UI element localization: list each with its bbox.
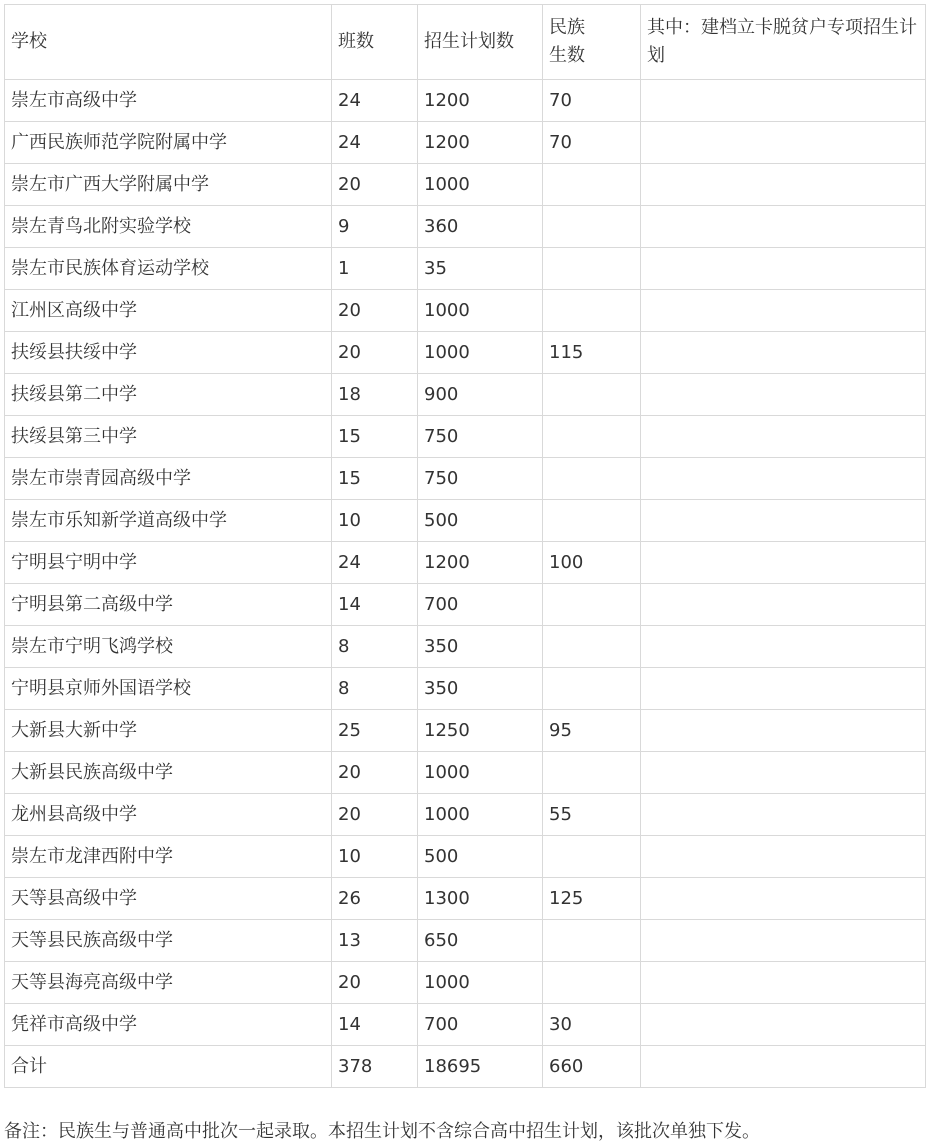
header-school: 学校 [5, 5, 332, 80]
cell-special [641, 752, 926, 794]
cell-special [641, 710, 926, 752]
table-row [5, 248, 926, 290]
cell-special [641, 206, 926, 248]
footnote: 备注：民族生与普通高中批次一起录取。本招生计划不含综合高中招生计划，该批次单独下发。 [4, 1121, 760, 1142]
table-row [5, 80, 926, 122]
cell-school: 崇左市民族体育运动学校 [5, 248, 332, 290]
cell-ethnic: 70 [543, 80, 641, 122]
cell-school: 崇左市高级中学 [5, 80, 332, 122]
cell-classes: 24 [332, 542, 418, 584]
cell-school: 宁明县第二高级中学 [5, 584, 332, 626]
table-row [5, 542, 926, 584]
cell-school: 崇左市龙津西附中学 [5, 836, 332, 878]
cell-plan: 650 [418, 920, 543, 962]
cell-school: 崇左市广西大学附属中学 [5, 164, 332, 206]
cell-classes: 24 [332, 122, 418, 164]
cell-school: 扶绥县第三中学 [5, 416, 332, 458]
table-row [5, 836, 926, 878]
table-row [5, 920, 926, 962]
table-row [5, 332, 926, 374]
cell-ethnic [543, 416, 641, 458]
cell-classes: 8 [332, 668, 418, 710]
cell-plan: 350 [418, 626, 543, 668]
cell-ethnic [543, 290, 641, 332]
cell-special [641, 416, 926, 458]
cell-school: 崇左青鸟北附实验学校 [5, 206, 332, 248]
cell-plan: 1200 [418, 542, 543, 584]
cell-special [641, 458, 926, 500]
cell-plan: 750 [418, 416, 543, 458]
cell-classes: 9 [332, 206, 418, 248]
cell-school: 崇左市宁明飞鸿学校 [5, 626, 332, 668]
cell-classes: 15 [332, 416, 418, 458]
cell-school: 凭祥市高级中学 [5, 1004, 332, 1046]
cell-plan: 1250 [418, 710, 543, 752]
cell-plan: 700 [418, 1004, 543, 1046]
cell-plan: 18695 [418, 1046, 543, 1088]
cell-school: 天等县高级中学 [5, 878, 332, 920]
cell-plan: 35 [418, 248, 543, 290]
table-row [5, 122, 926, 164]
table-row [5, 500, 926, 542]
cell-school: 天等县海亮高级中学 [5, 962, 332, 1004]
cell-school: 广西民族师范学院附属中学 [5, 122, 332, 164]
table-row [5, 710, 926, 752]
header-plan: 招生计划数 [418, 5, 543, 80]
cell-classes: 10 [332, 836, 418, 878]
cell-classes: 20 [332, 290, 418, 332]
cell-special [641, 920, 926, 962]
cell-school: 扶绥县第二中学 [5, 374, 332, 416]
cell-special [641, 878, 926, 920]
enrollment-plan-table [4, 4, 926, 1088]
cell-school: 合计 [5, 1046, 332, 1088]
cell-classes: 10 [332, 500, 418, 542]
cell-plan: 1000 [418, 962, 543, 1004]
table-row [5, 1004, 926, 1046]
cell-classes: 18 [332, 374, 418, 416]
cell-plan: 750 [418, 458, 543, 500]
cell-special [641, 80, 926, 122]
cell-school: 崇左市乐知新学道高级中学 [5, 500, 332, 542]
cell-school: 扶绥县扶绥中学 [5, 332, 332, 374]
cell-ethnic: 55 [543, 794, 641, 836]
table-row [5, 794, 926, 836]
cell-plan: 500 [418, 500, 543, 542]
cell-ethnic [543, 626, 641, 668]
cell-special [641, 836, 926, 878]
cell-ethnic [543, 836, 641, 878]
cell-classes: 14 [332, 584, 418, 626]
cell-plan: 700 [418, 584, 543, 626]
cell-school: 崇左市崇青园高级中学 [5, 458, 332, 500]
cell-ethnic [543, 500, 641, 542]
cell-ethnic [543, 374, 641, 416]
table-row [5, 164, 926, 206]
cell-special [641, 332, 926, 374]
cell-plan: 900 [418, 374, 543, 416]
cell-ethnic [543, 248, 641, 290]
cell-ethnic [543, 584, 641, 626]
table-row [5, 374, 926, 416]
cell-special [641, 542, 926, 584]
cell-special [641, 584, 926, 626]
table-row [5, 458, 926, 500]
total-row [5, 1046, 926, 1088]
table-row [5, 752, 926, 794]
table-row [5, 206, 926, 248]
cell-special [641, 374, 926, 416]
cell-special [641, 248, 926, 290]
cell-classes: 25 [332, 710, 418, 752]
cell-ethnic: 70 [543, 122, 641, 164]
cell-special [641, 1004, 926, 1046]
cell-school: 宁明县宁明中学 [5, 542, 332, 584]
cell-classes: 15 [332, 458, 418, 500]
cell-classes: 378 [332, 1046, 418, 1088]
cell-plan: 1000 [418, 164, 543, 206]
cell-plan: 1000 [418, 290, 543, 332]
table-body [5, 5, 926, 1088]
cell-classes: 26 [332, 878, 418, 920]
cell-ethnic: 95 [543, 710, 641, 752]
cell-school: 江州区高级中学 [5, 290, 332, 332]
cell-plan: 350 [418, 668, 543, 710]
cell-plan: 1000 [418, 332, 543, 374]
cell-ethnic [543, 164, 641, 206]
cell-special [641, 626, 926, 668]
cell-special [641, 500, 926, 542]
cell-school: 大新县大新中学 [5, 710, 332, 752]
cell-classes: 20 [332, 332, 418, 374]
cell-special [641, 794, 926, 836]
cell-special [641, 290, 926, 332]
header-special: 其中：建档立卡脱贫户专项招生计划 [641, 5, 926, 80]
cell-classes: 20 [332, 794, 418, 836]
cell-classes: 20 [332, 752, 418, 794]
table-row [5, 416, 926, 458]
cell-ethnic [543, 458, 641, 500]
cell-ethnic [543, 752, 641, 794]
table-header-row [5, 5, 926, 80]
cell-school: 龙州县高级中学 [5, 794, 332, 836]
cell-ethnic [543, 668, 641, 710]
cell-classes: 24 [332, 80, 418, 122]
cell-special [641, 164, 926, 206]
cell-special [641, 1046, 926, 1088]
cell-school: 宁明县京师外国语学校 [5, 668, 332, 710]
cell-ethnic: 115 [543, 332, 641, 374]
cell-plan: 1000 [418, 752, 543, 794]
cell-plan: 1300 [418, 878, 543, 920]
cell-ethnic [543, 962, 641, 1004]
cell-ethnic [543, 920, 641, 962]
cell-classes: 20 [332, 164, 418, 206]
table-row [5, 584, 926, 626]
cell-plan: 1200 [418, 80, 543, 122]
cell-ethnic: 100 [543, 542, 641, 584]
cell-ethnic: 660 [543, 1046, 641, 1088]
cell-school: 天等县民族高级中学 [5, 920, 332, 962]
cell-ethnic: 30 [543, 1004, 641, 1046]
cell-ethnic [543, 206, 641, 248]
table-row [5, 878, 926, 920]
header-ethnic: 民族 生数 [543, 5, 641, 80]
cell-classes: 14 [332, 1004, 418, 1046]
table-row [5, 290, 926, 332]
cell-plan: 360 [418, 206, 543, 248]
cell-special [641, 962, 926, 1004]
table-row [5, 962, 926, 1004]
cell-ethnic: 125 [543, 878, 641, 920]
table-row [5, 668, 926, 710]
cell-classes: 8 [332, 626, 418, 668]
cell-classes: 1 [332, 248, 418, 290]
cell-special [641, 668, 926, 710]
cell-classes: 20 [332, 962, 418, 1004]
cell-classes: 13 [332, 920, 418, 962]
cell-school: 大新县民族高级中学 [5, 752, 332, 794]
cell-plan: 1200 [418, 122, 543, 164]
cell-special [641, 122, 926, 164]
header-classes: 班数 [332, 5, 418, 80]
cell-plan: 1000 [418, 794, 543, 836]
cell-plan: 500 [418, 836, 543, 878]
table-row [5, 626, 926, 668]
